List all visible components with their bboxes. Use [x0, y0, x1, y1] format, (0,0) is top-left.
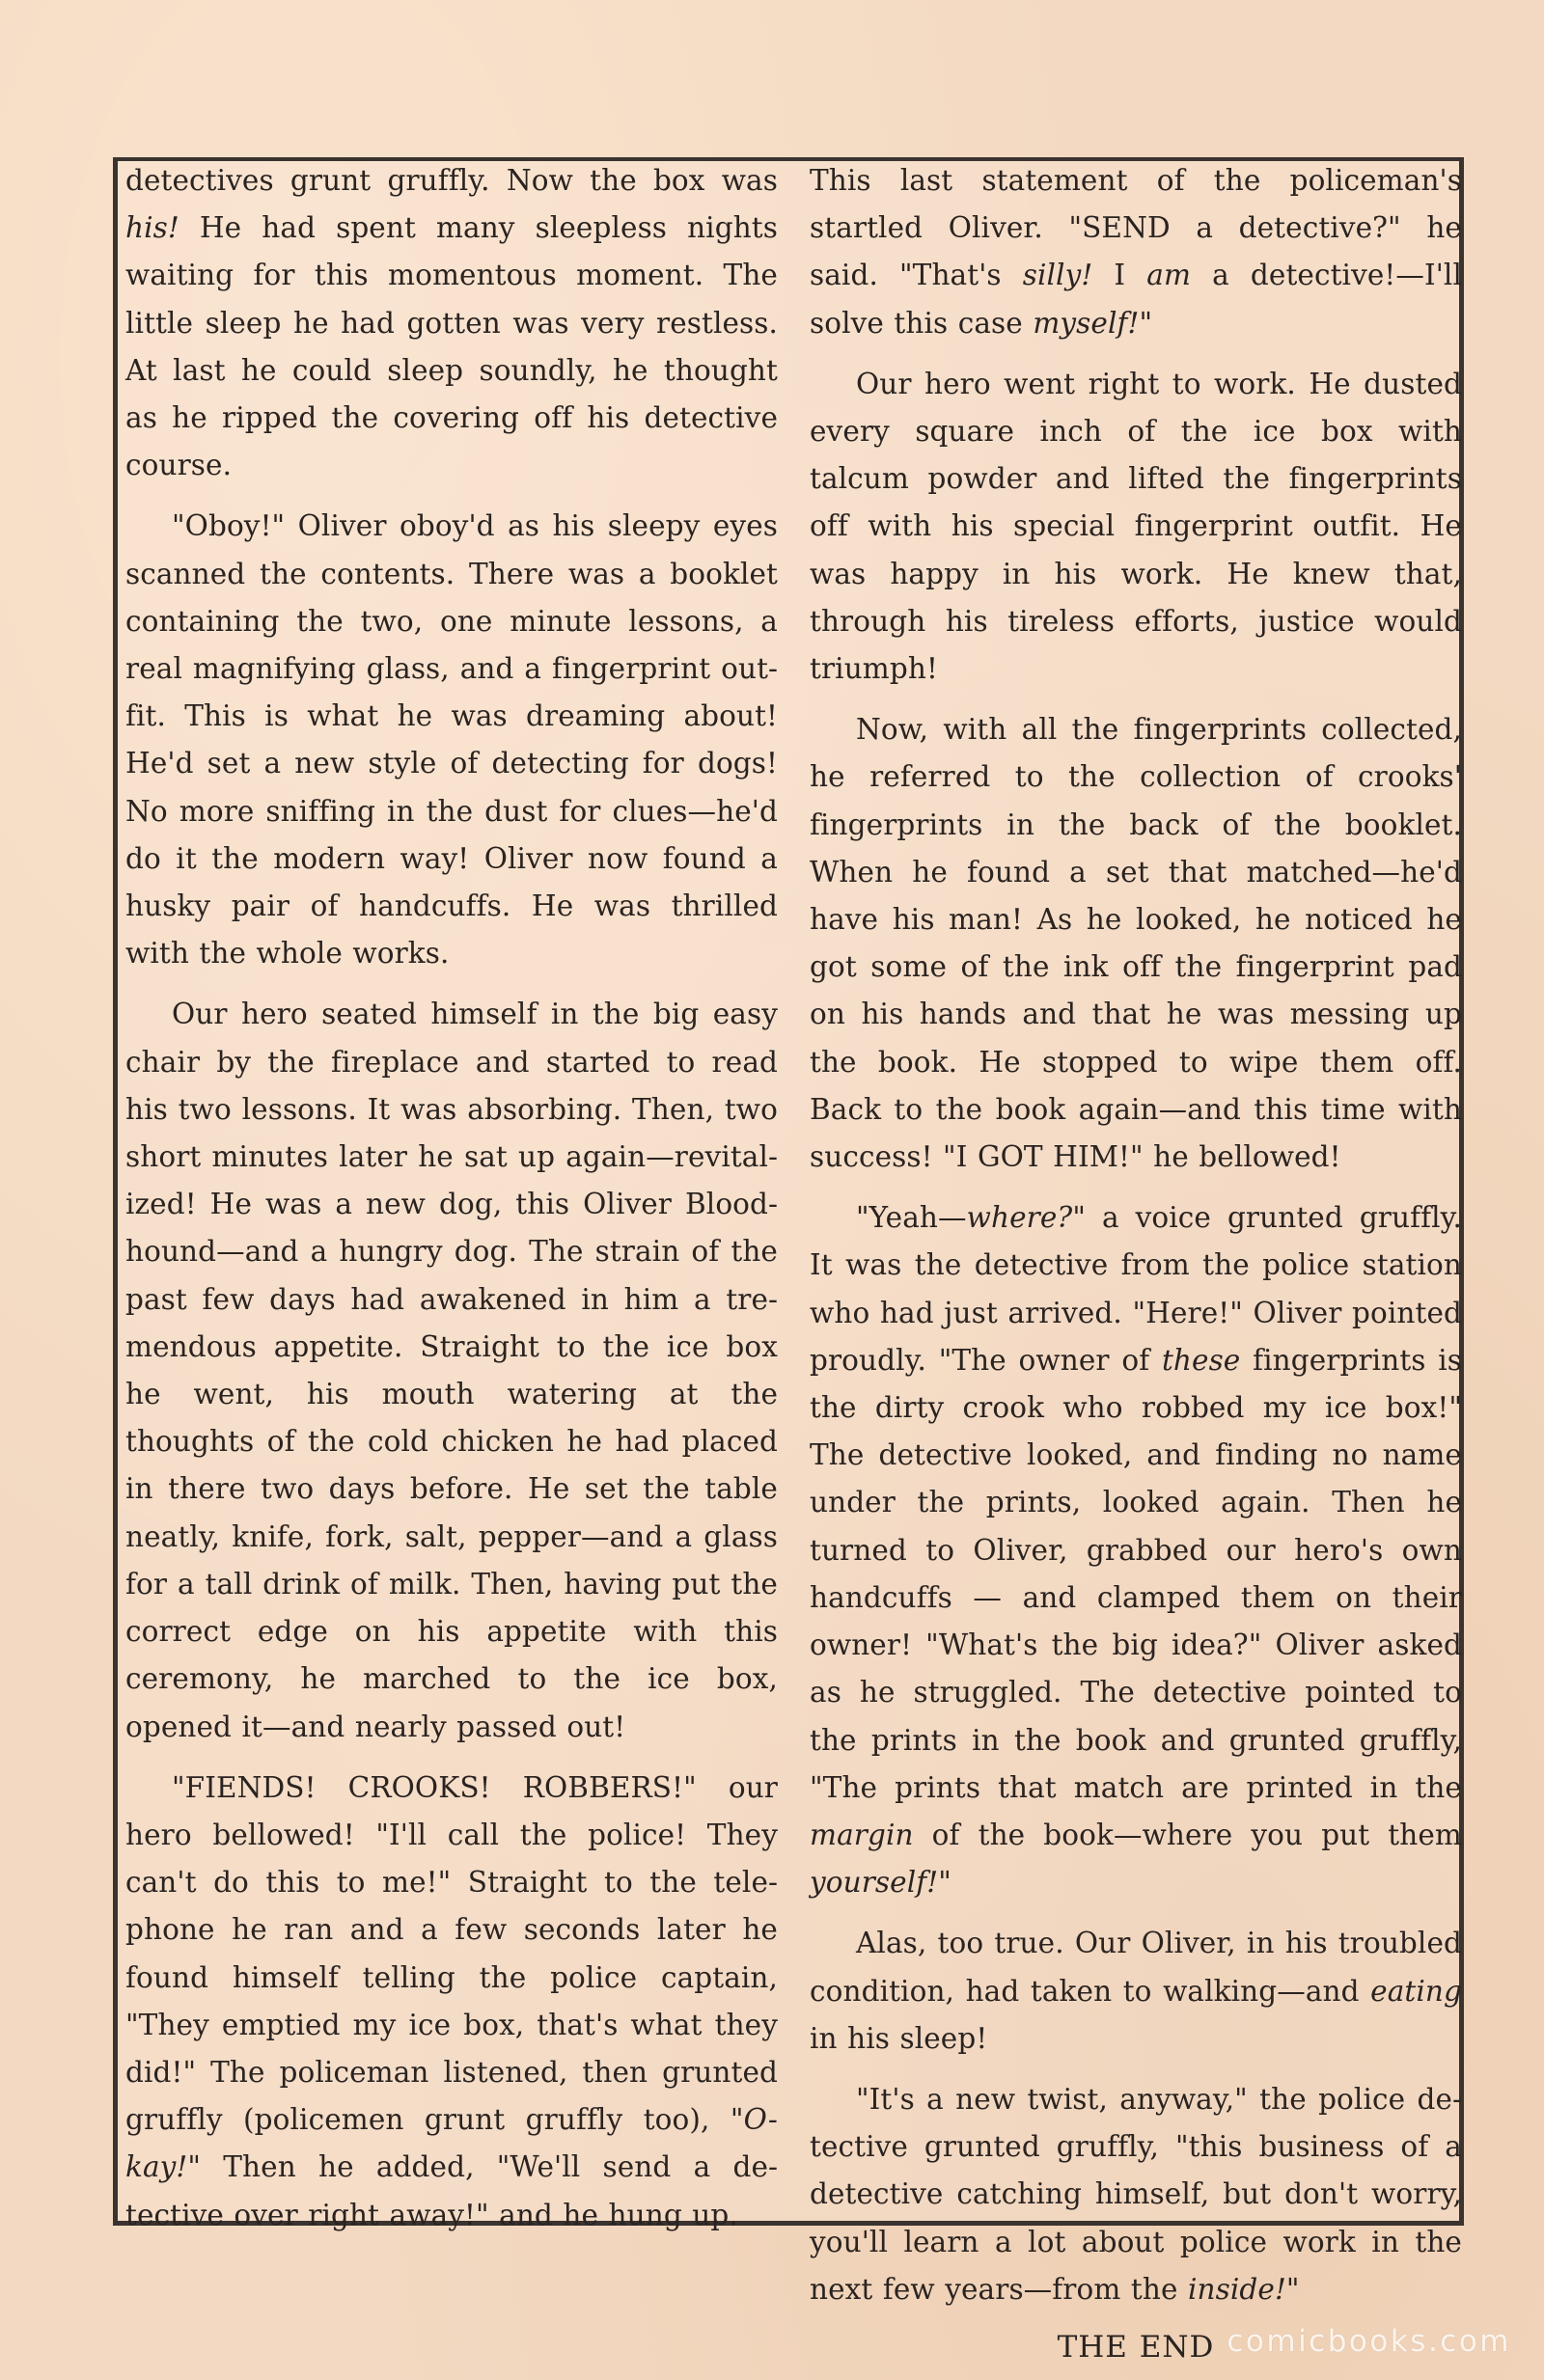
emphasis-text: where? [966, 1201, 1073, 1235]
emphasis-text: O-kay! [125, 2103, 778, 2184]
text-run: a detective!—I'll solve this case [810, 259, 1462, 340]
the-end-label: THE END [1057, 2329, 1215, 2365]
paragraph [810, 2076, 1462, 2313]
text-run: of the book—where you put them [913, 1818, 1462, 1851]
emphasis-text: silly! [1022, 259, 1093, 292]
text-run: "Oboy!" Oliver oboy'd as his sleepy eyes scanned the contents. There was a booklet containing the two, one minute lessons, a real magnifying glass, and a fingerprint outfit. This is what he was dreaming about! He'd set a new style of detecting for dogs! No more sniffing in the dust for clues—he'd do it the modern way! Oliver now found a husky pair of handcuffs. He was thrilled with the whole works. [125, 509, 778, 971]
text-run: in his sleep! [810, 2021, 988, 2055]
emphasis-text: his! [125, 211, 179, 245]
text-run: "FIENDS! CROOKS! ROBBERS!" our hero bellowed! "I'll call the police! They can't do this to me!" Straight to the telephone he ran and a few seconds later he found himself telling the police captain, "They emptied my ice box, that's what they did!" The policeman listened, then grunted gruffly (policemen grunt gruffly too), " [125, 1770, 778, 2137]
site-watermark: comicbooks.com [1227, 2324, 1511, 2359]
text-run: Alas, too true. Our Oliver, in his troubled condition, had taken to walking—and [810, 1927, 1462, 2008]
paragraph [810, 1194, 1462, 1906]
paragraph [810, 1920, 1462, 2063]
text-run: " [1139, 306, 1153, 340]
emphasis-text: myself! [1033, 306, 1140, 340]
text-run: detectives grunt gruffly. Now the box was [125, 164, 778, 197]
paragraph [125, 991, 778, 1750]
paragraph [810, 157, 1462, 347]
text-run: "It's a new twist, anyway," the police detective grunted gruffly, "this business of a detective catching himself, but don't worry, you'll learn a lot about police work in the next few years—from the [810, 2082, 1462, 2306]
text-run: " a voice grunted gruffly. It was the detective from the police station who had just arrived. "Here!" Oliver pointed proudly. "The owner of [810, 1201, 1462, 1377]
paragraph [125, 1764, 778, 2239]
left-column [125, 157, 778, 2231]
emphasis-text: these [1161, 1343, 1241, 1377]
text-run: "Yeah— [856, 1201, 967, 1235]
text-run: He had spent many sleepless nights waiting for this momentous moment. The little sleep he had gotten was very restless. At last he could sleep soundly, he thought as he ripped the covering off his detective course. [125, 211, 778, 482]
text-run: Now, with all the fingerprints collected, he referred to the collection of crooks' fingerprints in the back of the booklet. When he found a set that matched—he'd have his man! As he looked, he noticed he got some of the ink off the fingerprint pad on his hands and that he was messing up the book. He stopped to wipe them off. Back to the book again—and this time with success! "I GOT HIM!" he bellowed! [810, 713, 1462, 1174]
emphasis-text: am [1146, 259, 1192, 292]
emphasis-text: inside! [1188, 2272, 1286, 2306]
text-run: This last statement of the policeman's startled Oliver. "SEND a detective?" he said. "That's [810, 164, 1462, 292]
text-run: I [1092, 259, 1147, 292]
text-run: Our hero seated himself in the big easy chair by the fireplace and started to read his two lessons. It was absorbing. Then, two short minutes later he sat up again—revitalized! He was a new dog, this Oliver Bloodhound—and a hungry dog. The strain of the past few days had awakened in him a tremendous appetite. Straight to the ice box he went, his mouth watering at the thoughts of the cold chicken he had placed in there two days before. He set the table neatly, knife, fork, salt, pepper—and a glass for a tall drink of milk. Then, having put the correct edge on his appetite with this ceremony, he marched to the ice box, opened it—and nearly passed out! [125, 998, 778, 1743]
emphasis-text: margin [810, 1818, 914, 1851]
paragraph [125, 157, 778, 489]
paragraph [810, 361, 1462, 693]
paragraph [810, 706, 1462, 1181]
text-run: " [1285, 2272, 1300, 2306]
text-run: " Then he added, "We'll send a detective over right away!" and he hung up. [125, 2150, 778, 2231]
text-run: Our hero went right to work. He dusted every square inch of the ice box with talcum powder and lifted the fingerprints off with his special fingerprint outfit. He was happy in his work. He knew that, through his tireless efforts, justice would triumph! [810, 367, 1462, 686]
emphasis-text: eating [1370, 1974, 1462, 2008]
emphasis-text: yourself! [810, 1866, 939, 1900]
text-run: " [938, 1866, 951, 1900]
text-run: fingerprints is the dirty crook who robbed my ice box!" The detective looked, and finding no name under the prints, looked again. Then he turned to Oliver, grabbed our hero's own handcuffs — and clamped them on their owner! "What's the big idea?" Oliver asked as he struggled. The detective pointed to the prints in the book and grunted gruffly, "The prints that match are printed in the [810, 1343, 1463, 1804]
paragraph [125, 503, 778, 977]
